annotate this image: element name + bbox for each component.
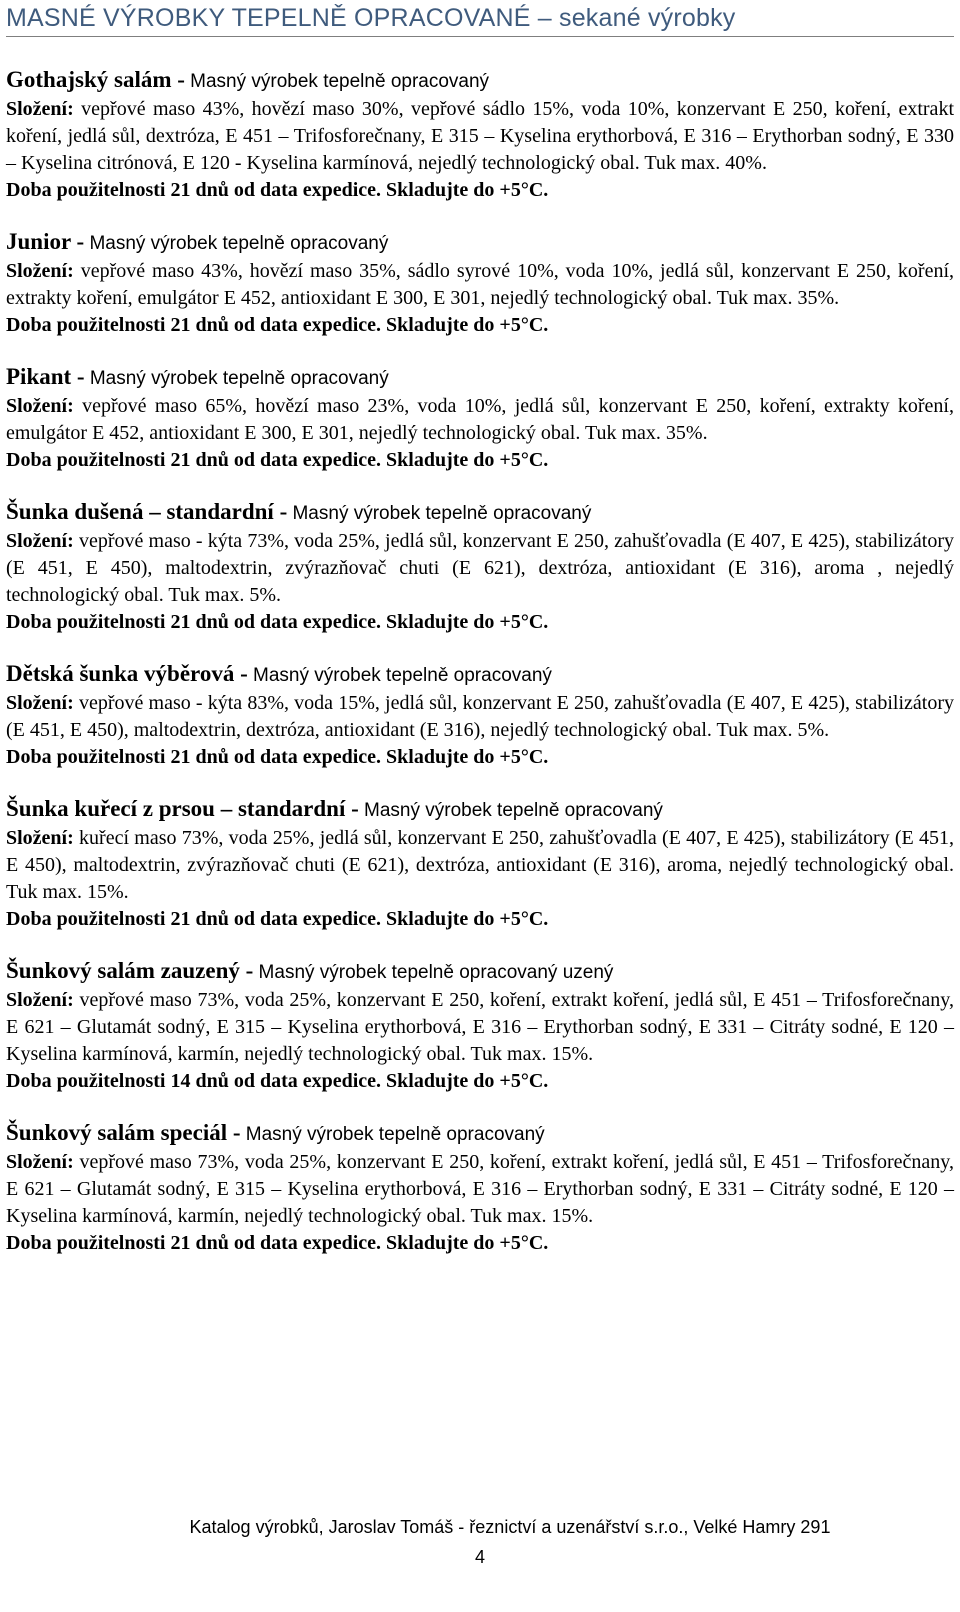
composition-label: Složení: <box>6 1151 74 1173</box>
product-name: Šunka dušená – standardní - <box>6 499 288 524</box>
product-entry <box>6 363 954 474</box>
product-name: Gothajský salám - <box>6 67 185 92</box>
composition-label: Složení: <box>6 530 74 552</box>
shelf-life-note: Doba použitelnosti 21 dnů od data expedice. Skladujte do +5°C. <box>6 611 549 633</box>
page-title: MASNÉ VÝROBKY TEPELNĚ OPRACOVANÉ – sekané výrobky <box>6 4 736 32</box>
product-name: Junior - <box>6 229 85 254</box>
product-entry <box>6 957 954 1095</box>
product-composition <box>6 825 954 906</box>
composition-label: Složení: <box>6 98 74 120</box>
product-composition <box>6 690 954 744</box>
product-heading <box>6 957 954 987</box>
product-composition <box>6 393 954 447</box>
shelf-life-note: Doba použitelnosti 21 dnů od data expedice. Skladujte do +5°C. <box>6 449 549 471</box>
product-type: Masný výrobek tepelně opracovaný <box>245 1124 545 1145</box>
product-name: Pikant - <box>6 364 85 389</box>
composition-text: vepřové maso 43%, hovězí maso 30%, vepřové sádlo 15%, voda 10%, konzervant E 250, koření, extrakt koření, jedlá sůl, dextróza, E 451 – Trifosforečnany, E 315 – Kyselina erythorbová, E 316 – Erythorban sodný, E 330 – Kyselina citrónová, E 120 - Kyselina karmínová, nejedlý technologický obal. Tuk max. 40%. <box>6 98 954 174</box>
composition-text: vepřové maso 65%, hovězí maso 23%, voda 10%, jedlá sůl, konzervant E 250, koření, extrakty koření, emulgátor E 452, antioxidant E 300, E 301, nejedlý technologický obal. Tuk max. 35%. <box>6 395 954 444</box>
product-heading <box>6 66 954 96</box>
product-entry <box>6 795 954 933</box>
product-composition <box>6 96 954 177</box>
product-heading <box>6 795 954 825</box>
product-composition <box>6 528 954 609</box>
shelf-life-note: Doba použitelnosti 21 dnů od data expedice. Skladujte do +5°C. <box>6 314 549 336</box>
composition-text: vepřové maso 43%, hovězí maso 35%, sádlo syrové 10%, voda 10%, jedlá sůl, konzervant E 250, koření, extrakty koření, emulgátor E 452, antioxidant E 300, E 301, nejedlý technologický obal. Tuk max. 35%. <box>6 260 955 309</box>
product-heading <box>6 1119 954 1149</box>
product-list <box>6 66 954 1281</box>
product-type: Masný výrobek tepelně opracovaný uzený <box>258 962 614 983</box>
product-name: Šunka kuřecí z prsou – standardní - <box>6 796 359 821</box>
product-composition <box>6 987 954 1068</box>
product-entry <box>6 228 954 339</box>
page-number: 4 <box>474 1547 485 1567</box>
product-heading <box>6 660 954 690</box>
page-footer <box>0 1515 960 1569</box>
composition-label: Složení: <box>6 260 74 282</box>
composition-label: Složení: <box>6 827 74 849</box>
product-entry <box>6 1119 954 1257</box>
product-entry <box>6 498 954 636</box>
page-header <box>6 2 954 37</box>
composition-label: Složení: <box>6 692 74 714</box>
product-heading <box>6 498 954 528</box>
product-entry <box>6 660 954 771</box>
composition-text: vepřové maso 73%, voda 25%, konzervant E 250, koření, extrakt koření, jedlá sůl, E 451 – Trifosforečnany, E 621 – Glutamát sodný, E 315 – Kyselina erythorbová, E 316 – Erythorban sodný, E 331 – Citráty sodné, E 120 – Kyselina karmínová, karmín, nejedlý technologický obal. Tuk max. 15%. <box>6 1151 955 1227</box>
product-type: Masný výrobek tepelně opracovaný <box>364 800 663 821</box>
product-heading <box>6 228 954 258</box>
product-composition <box>6 1149 954 1230</box>
composition-text: kuřecí maso 73%, voda 25%, jedlá sůl, konzervant E 250, zahušťovadla (E 407, E 425), stabilizátory (E 451, E 450), maltodextrin, zvýrazňovač chuti (E 621), dextróza, antioxidant (E 316), aroma, nejedlý technologický obal. Tuk max. 15%. <box>6 827 954 903</box>
composition-text: vepřové maso - kýta 73%, voda 25%, jedlá sůl, konzervant E 250, zahušťovadla (E 407, E 425), stabilizátory (E 451, E 450), maltodextrin, zvýrazňovač chuti (E 621), dextróza, antioxidant (E 316), aroma , nejedlý technologický obal. Tuk max. 5%. <box>6 530 954 606</box>
shelf-life-note: Doba použitelnosti 21 dnů od data expedice. Skladujte do +5°C. <box>6 908 549 930</box>
product-type: Masný výrobek tepelně opracovaný <box>190 71 490 92</box>
product-heading <box>6 363 954 393</box>
shelf-life-note: Doba použitelnosti 21 dnů od data expedice. Skladujte do +5°C. <box>6 1232 549 1254</box>
composition-text: vepřové maso 73%, voda 25%, konzervant E 250, koření, extrakt koření, jedlá sůl, E 451 – Trifosforečnany, E 621 – Glutamát sodný, E 315 – Kyselina erythorbová, E 316 – Erythorban sodný, E 331 – Citráty sodné, E 120 – Kyselina karmínová, karmín, nejedlý technologický obal. Tuk max. 15%. <box>6 989 955 1065</box>
product-type: Masný výrobek tepelně opracovaný <box>253 665 552 686</box>
shelf-life-note: Doba použitelnosti 21 dnů od data expedice. Skladujte do +5°C. <box>6 179 549 201</box>
product-name: Šunkový salám speciál - <box>6 1120 241 1145</box>
shelf-life-note: Doba použitelnosti 21 dnů od data expedice. Skladujte do +5°C. <box>6 746 549 768</box>
product-composition <box>6 258 954 312</box>
shelf-life-note: Doba použitelnosti 14 dnů od data expedice. Skladujte do +5°C. <box>6 1070 549 1092</box>
product-entry <box>6 66 954 204</box>
product-type: Masný výrobek tepelně opracovaný <box>89 233 389 254</box>
footer-text: Katalog výrobků, Jaroslav Tomáš - řeznictví a uzenářství s.r.o., Velké Hamry 291 <box>189 1517 831 1537</box>
composition-label: Složení: <box>6 989 74 1011</box>
product-type: Masný výrobek tepelně opracovaný <box>89 368 389 389</box>
product-name: Šunkový salám zauzený - <box>6 958 254 983</box>
product-type: Masný výrobek tepelně opracovaný <box>292 503 592 524</box>
composition-label: Složení: <box>6 395 74 417</box>
composition-text: vepřové maso - kýta 83%, voda 15%, jedlá sůl, konzervant E 250, zahušťovadla (E 407, E 425), stabilizátory (E 451, E 450), maltodextrin, dextróza, antioxidant (E 316), nejedlý technologický obal. Tuk max. 5%. <box>6 692 954 741</box>
product-name: Dětská šunka výběrová - <box>6 661 248 686</box>
